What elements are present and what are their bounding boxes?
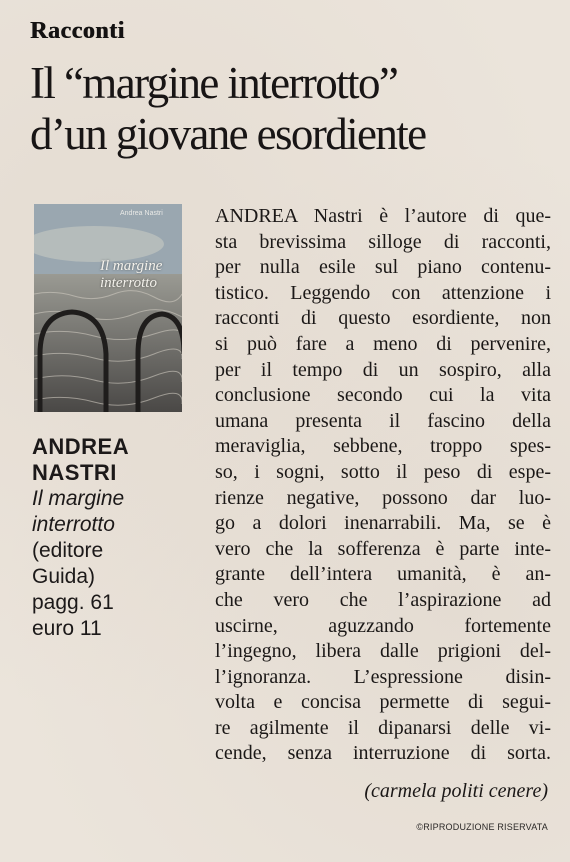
body-line: ANDREA Nastri è l’autore di que-	[215, 205, 551, 227]
cover-author: Andrea Nastri	[120, 210, 163, 217]
book-cover-image	[34, 204, 182, 412]
body-line: tistico. Leggendo con attenzione i	[215, 281, 551, 304]
body-line: grante dell’intera umanità, è an-	[215, 563, 551, 586]
cover-title-line-2: interrotto	[100, 275, 157, 291]
body-line: per nulla esile sul piano contenu-	[215, 256, 551, 279]
body-line: re agilmente il dipanarsi delle vi-	[215, 716, 551, 739]
body-line: cende, senza interruzione di sorta.	[215, 742, 551, 765]
caption-title-line-2: interrotto	[32, 513, 115, 536]
body-line: so, i sogni, sotto il peso di espe-	[215, 460, 551, 483]
caption-author-line-2: NASTRI	[32, 460, 117, 485]
article-body	[215, 204, 551, 767]
headline-line-1: Il “margine interrotto”	[30, 58, 398, 108]
body-line: sta brevissima silloge di racconti,	[215, 230, 551, 253]
body-line: umana presenta il fascino della	[215, 409, 551, 432]
headline	[30, 58, 560, 160]
body-line: rienze negative, possono dar luo-	[215, 486, 551, 509]
body-line: go a dolori inenarrabili. Ma, se è	[215, 512, 551, 535]
body-line: l’ignoranza. L’espressione disin-	[215, 665, 551, 688]
body-line: l’ingegno, libera dalle prigioni del-	[215, 640, 551, 663]
caption-pages: pagg. 61	[32, 591, 114, 614]
caption-title-line-1: Il margine	[32, 487, 125, 510]
copyright-notice: ©RIPRODUZIONE RISERVATA	[416, 822, 548, 832]
book-caption	[32, 434, 202, 642]
caption-publisher-line-2: Guida)	[32, 565, 96, 588]
caption-author-line-1: ANDREA	[32, 434, 130, 459]
headline-line-2: d’un giovane esordiente	[30, 109, 426, 159]
caption-price: euro 11	[32, 617, 102, 640]
body-line: per il tempo di un sospiro, alla	[215, 358, 551, 381]
caption-publisher-line-1: (editore	[32, 539, 104, 562]
section-label: Racconti	[30, 18, 125, 44]
cover-title	[100, 258, 180, 292]
cover-title-line-1: Il margine	[100, 258, 163, 274]
body-line: si può fare a meno di pervenire,	[215, 332, 551, 355]
body-line: meraviglia, sebbene, troppo spes-	[215, 435, 551, 458]
cover-illustration	[34, 204, 182, 412]
author-signature: (carmela politi cenere)	[364, 780, 548, 802]
body-line: volta e concisa permette di segui-	[215, 691, 551, 714]
body-line: che vero che l’aspirazione ad	[215, 588, 551, 611]
body-line: uscirne, aguzzando fortemente	[215, 614, 551, 637]
body-line: vero che la sofferenza è parte inte-	[215, 537, 551, 560]
body-line: conclusione secondo cui la vita	[215, 384, 551, 407]
body-line: racconti di questo esordiente, non	[215, 307, 551, 330]
